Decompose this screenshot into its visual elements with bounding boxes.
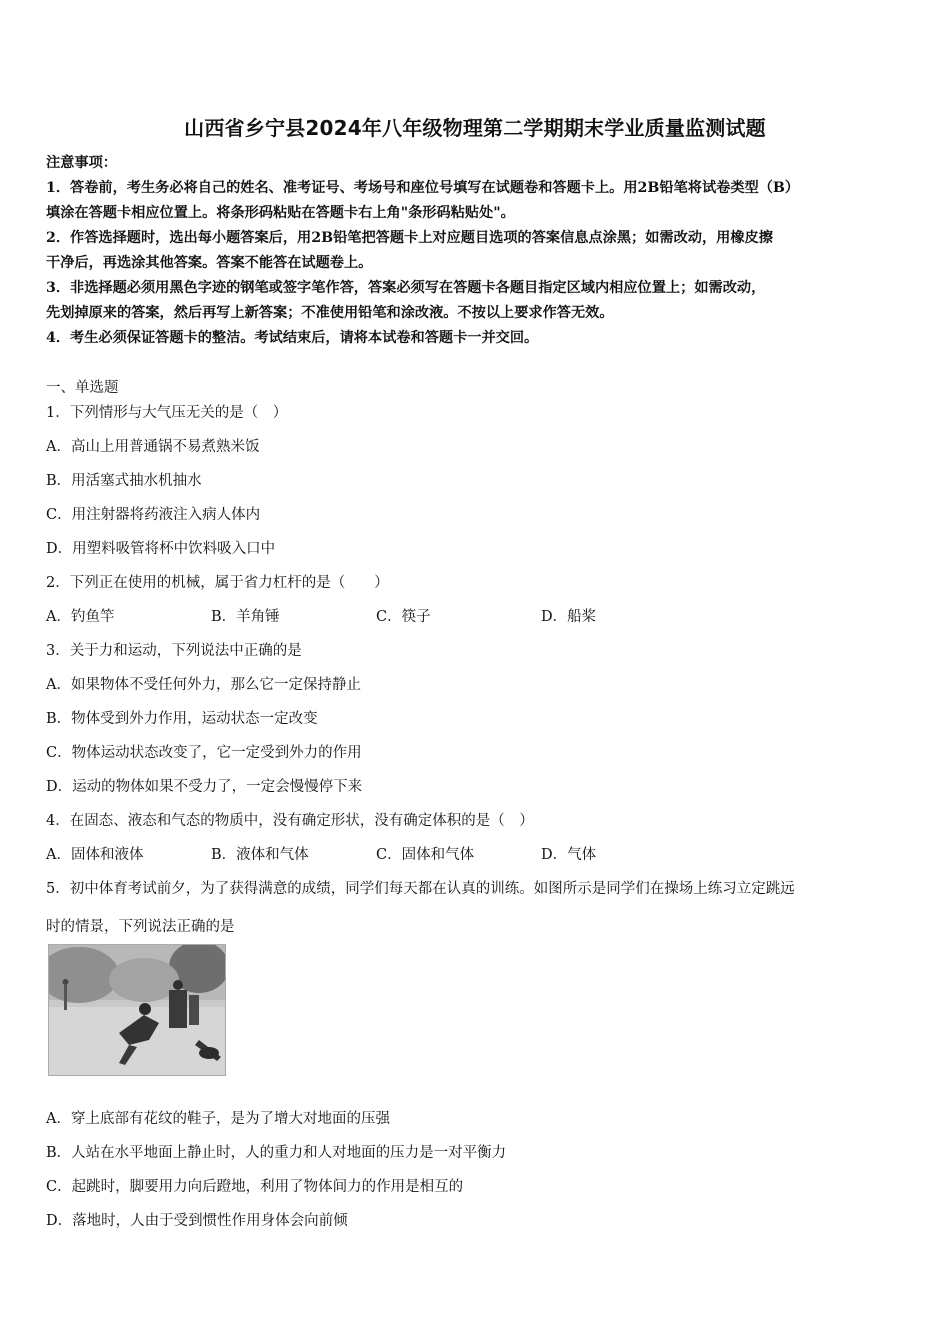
notice-line: 干净后，再选涂其他答案。答案不能答在试题卷上。 — [46, 255, 373, 271]
question-5-stem: 5．初中体育考试前夕，为了获得满意的成绩，同学们每天都在认真的训练。如图所示是同学们在操场上练习立定跳远 — [46, 881, 795, 897]
question-1-option-c: C．用注射器将药液注入病人体内 — [46, 507, 261, 523]
notice-line: 1．答卷前，考生务必将自己的姓名、准考证号、考场号和座位号填写在试题卷和答题卡上。用2B铅笔将试卷类型（B） — [46, 180, 800, 196]
question-5-option-b: B．人站在水平地面上静止时，人的重力和人对地面的压力是一对平衡力 — [46, 1145, 507, 1161]
page-title: 山西省乡宁县2024年八年级物理第二学期期末学业质量监测试题 — [184, 116, 766, 140]
question-3-option-d: D．运动的物体如果不受力了，一定会慢慢停下来 — [46, 779, 363, 795]
question-4-option-b: B．液体和气体 — [211, 847, 309, 863]
question-4-stem: 4．在固态、液态和气态的物质中，没有确定形状，没有确定体积的是（ ） — [46, 813, 534, 829]
question-2-option-b: B．羊角锤 — [211, 609, 280, 625]
section-heading: 一、单选题 — [46, 380, 119, 396]
question-2-stem: 2．下列正在使用的机械，属于省力杠杆的是（ ） — [46, 575, 389, 591]
question-3-option-b: B．物体受到外力作用，运动状态一定改变 — [46, 711, 318, 727]
question-4-option-a: A．固体和液体 — [46, 847, 144, 863]
notice-line: 3．非选择题必须用黑色字迹的钢笔或签字笔作答，答案必须写在答题卡各题目指定区域内相应位置上；如需改动， — [46, 280, 766, 296]
question-1-option-d: D．用塑料吸管将杯中饮料吸入口中 — [46, 541, 276, 557]
question-4-option-c: C．固体和气体 — [376, 847, 475, 863]
question-5-stem-cont: 时的情景，下列说法正确的是 — [46, 919, 235, 935]
question-2-option-d: D．船桨 — [541, 609, 597, 625]
question-3-option-a: A．如果物体不受任何外力，那么它一定保持静止 — [46, 677, 361, 693]
question-5-option-c: C．起跳时，脚要用力向后蹬地，利用了物体间力的作用是相互的 — [46, 1179, 464, 1195]
notice-line: 4．考生必须保证答题卡的整洁。考试结束后，请将本试卷和答题卡一并交回。 — [46, 330, 539, 346]
question-3-option-c: C．物体运动状态改变了，它一定受到外力的作用 — [46, 745, 362, 761]
long-jump-photo-drawing — [49, 945, 225, 1075]
notice-line: 填涂在答题卡相应位置上。将条形码粘贴在答题卡右上角"条形码粘贴处"。 — [46, 205, 515, 221]
question-3-stem: 3．关于力和运动，下列说法中正确的是 — [46, 643, 302, 659]
question-5-option-a: A．穿上底部有花纹的鞋子，是为了增大对地面的压强 — [46, 1111, 390, 1127]
question-1-option-a: A．高山上用普通锅不易煮熟米饭 — [46, 439, 260, 455]
question-1-option-b: B．用活塞式抽水机抽水 — [46, 473, 202, 489]
question-2-option-c: C．筷子 — [376, 609, 431, 625]
question-4-option-d: D．气体 — [541, 847, 597, 863]
notice-heading: 注意事项： — [46, 155, 117, 171]
notice-line: 2．作答选择题时，选出每小题答案后，用2B铅笔把答题卡上对应题目选项的答案信息点涂黑；如需改动，用橡皮擦 — [46, 230, 773, 246]
question-1-stem: 1．下列情形与大气压无关的是（ ） — [46, 405, 288, 421]
notice-line: 先划掉原来的答案，然后再写上新答案；不准使用铅笔和涂改液。不按以上要求作答无效。 — [46, 305, 614, 321]
question-5-option-d: D．落地时，人由于受到惯性作用身体会向前倾 — [46, 1213, 348, 1229]
long-jump-photo — [48, 944, 226, 1076]
question-2-option-a: A．钓鱼竿 — [46, 609, 115, 625]
